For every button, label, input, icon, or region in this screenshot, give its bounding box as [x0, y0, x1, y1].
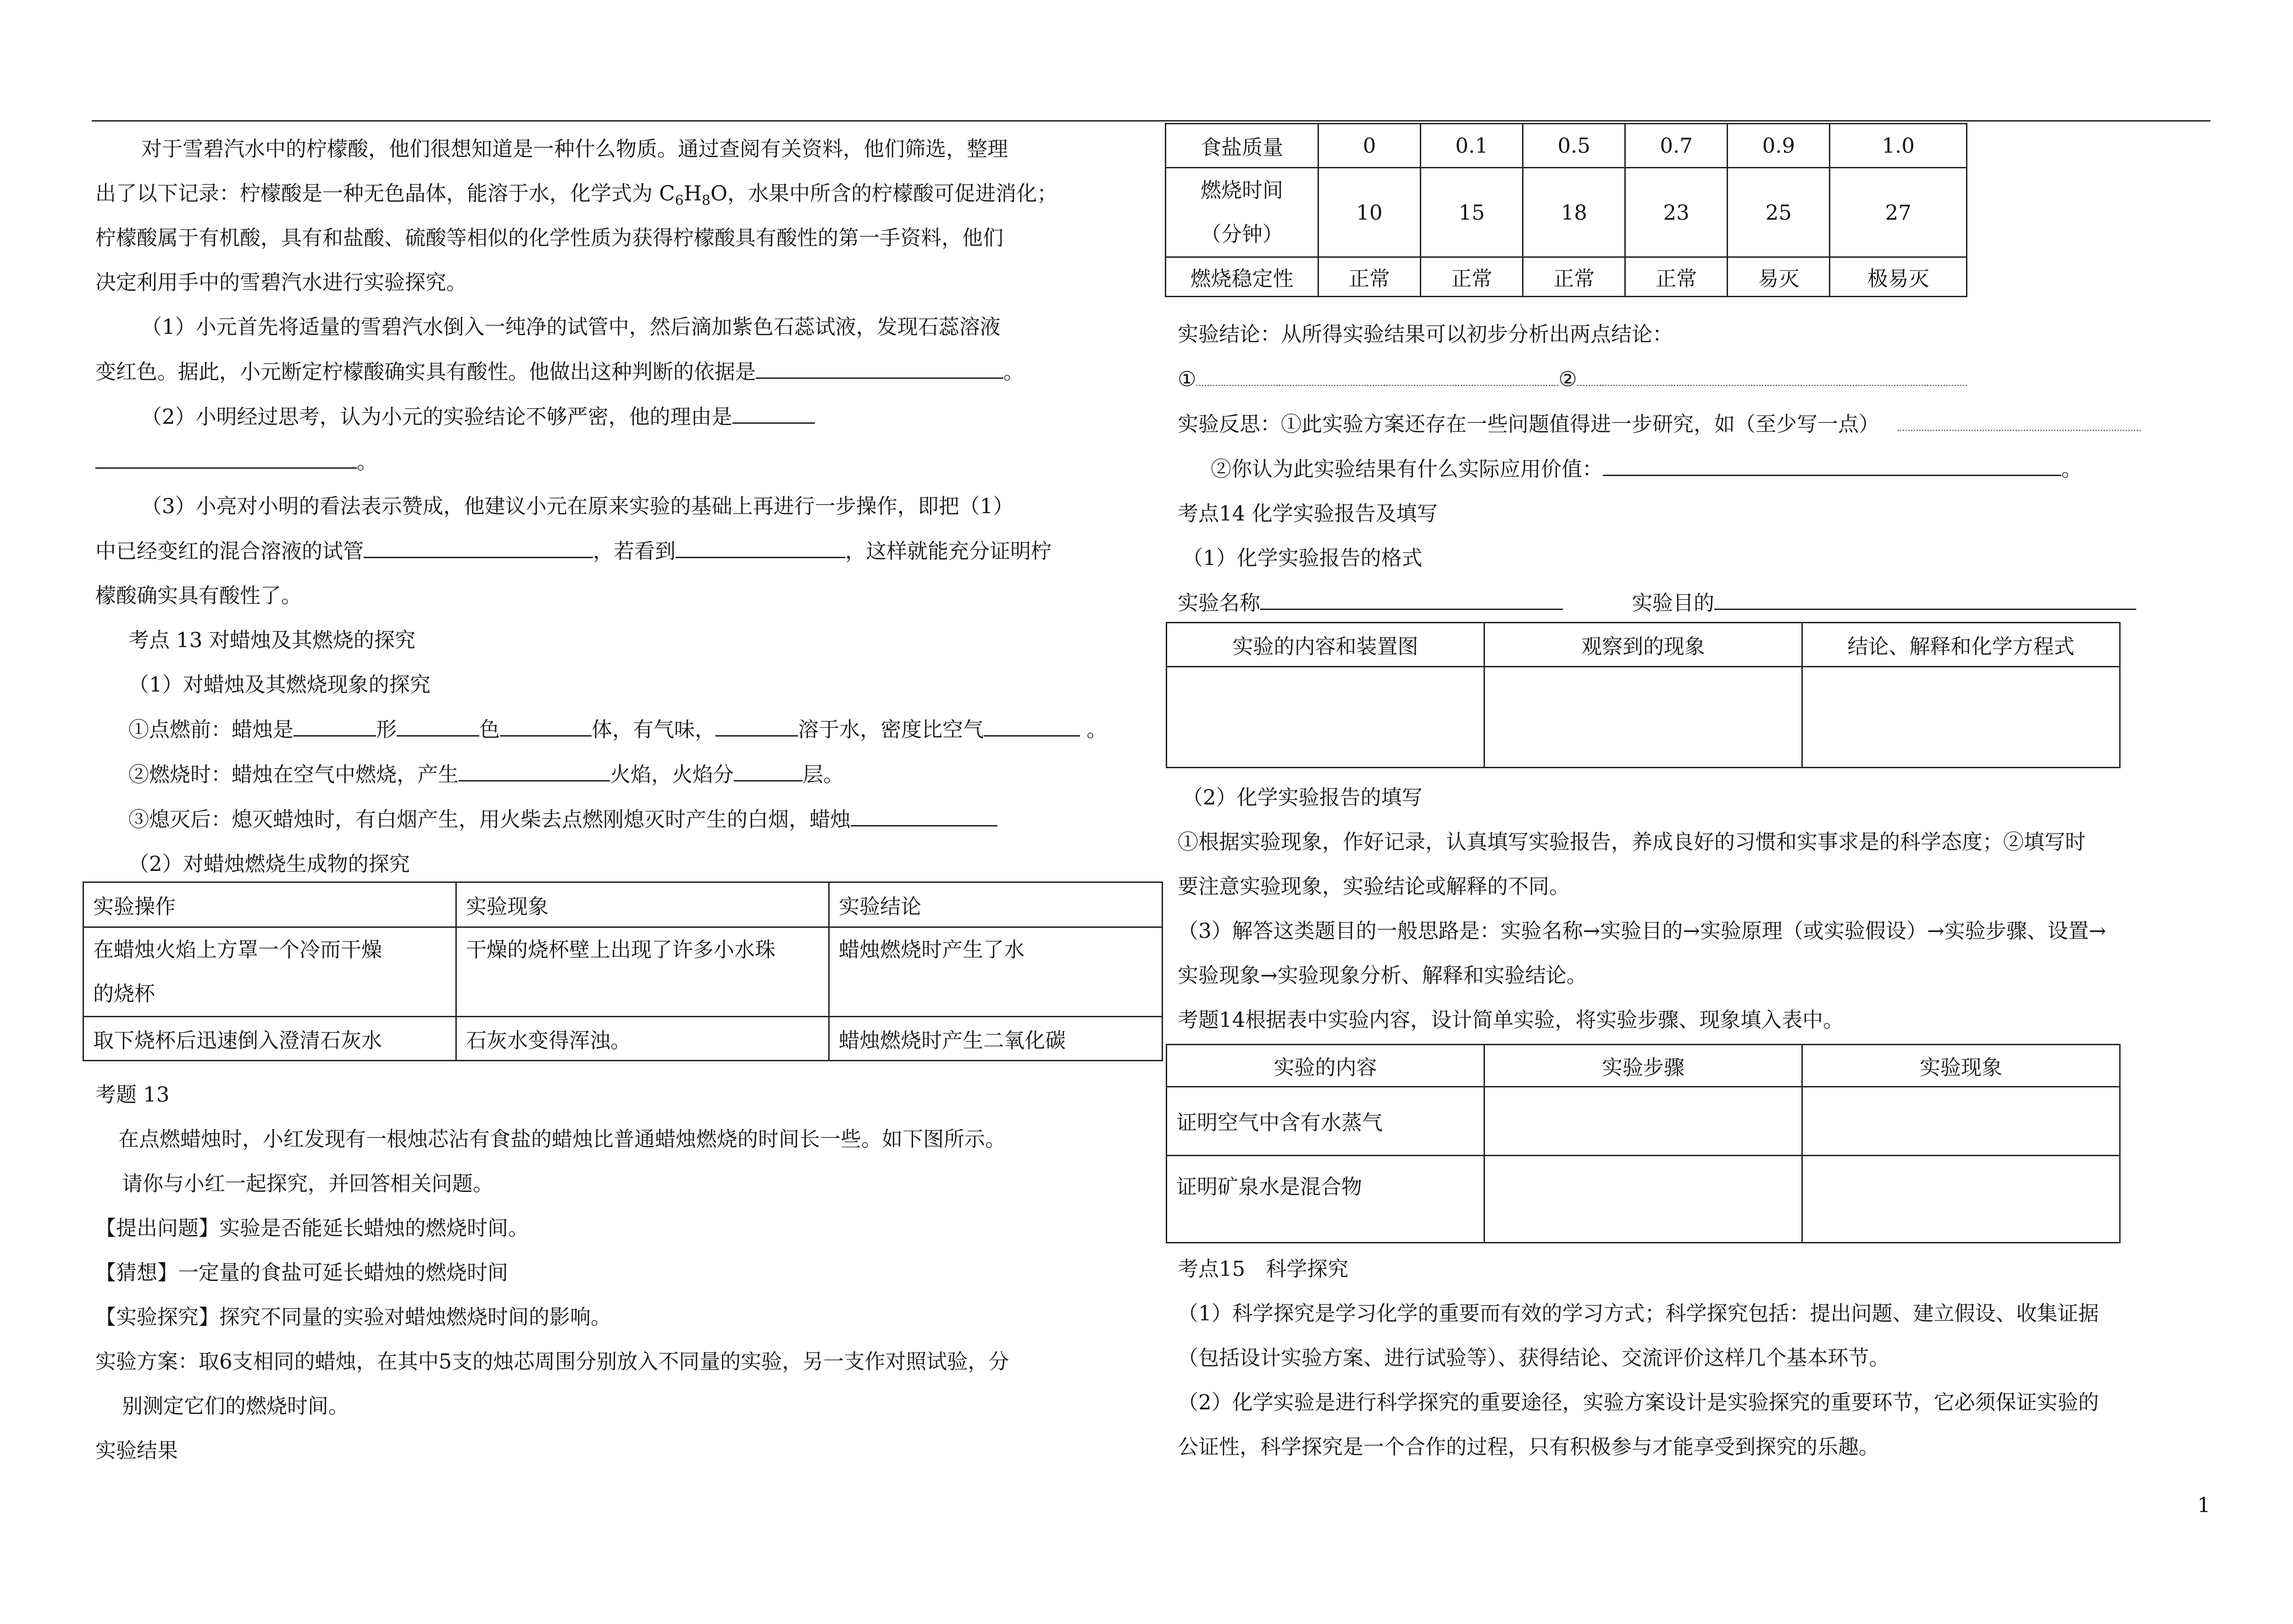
answer-blank[interactable]	[851, 797, 997, 826]
k14-sub2: （2）化学实验报告的填写	[1182, 785, 1423, 809]
experiment-purpose-blank[interactable]	[1714, 580, 2136, 610]
stability-cell: 极易灭	[1830, 257, 1967, 297]
table-cell: 干燥的烧杯壁上出现了许多小水珠	[456, 927, 829, 1017]
row-label: 燃烧时间 （分钟）	[1166, 168, 1318, 257]
intro-line-4: 决定利用手中的雪碧汽水进行实验探究。	[95, 270, 467, 294]
k14-p1-line: ①根据实验现象，作好记录，认真填写实验报告，养成良好的习惯和实事求是的科学态度；②填写时	[1178, 830, 2086, 854]
mass-cell: 1.0	[1830, 124, 1967, 168]
table-header: 结论、解释和化学方程式	[1802, 623, 2120, 667]
k14-name-purpose: 实验名称 实验目的	[1178, 580, 2214, 625]
k13-sub2: （2）对蜡烛燃烧生成物的探究	[128, 852, 410, 876]
table-header: 观察到的现象	[1484, 623, 1802, 667]
answer-blank[interactable]	[459, 752, 610, 782]
right-column-b	[1178, 775, 2214, 1042]
time-cell: 23	[1625, 168, 1728, 257]
table-cell: 蜡烛燃烧时产生二氧化碳	[829, 1017, 1163, 1061]
table-header: 实验步骤	[1484, 1045, 1802, 1087]
answer-blank[interactable]	[734, 752, 803, 782]
time-cell: 27	[1830, 168, 1967, 257]
conclusion-blanks: ① ②	[1178, 356, 2214, 401]
experiment-name-blank[interactable]	[1260, 580, 1563, 610]
answer-blank[interactable]	[364, 528, 593, 558]
k14-sub1: （1）化学实验报告的格式	[1182, 546, 1423, 570]
table-cell: 石灰水变得浑浊。	[456, 1017, 829, 1061]
kt13-line: 【实验探究】探究不同量的实验对蜡烛燃烧时间的影响。	[95, 1305, 612, 1329]
kt13-line: 实验方案：取6支相同的蜡烛，在其中5支的烛芯周围分别放入不同量的实验，另一支作对照试验，分	[95, 1349, 1009, 1374]
time-cell: 18	[1523, 168, 1625, 257]
table-cell	[1167, 667, 1484, 768]
answer-blank[interactable]	[1898, 401, 2141, 431]
k14-p1-line: 要注意实验现象，实验结论或解释的不同。	[1178, 874, 1570, 898]
time-cell: 25	[1728, 168, 1830, 257]
table-cell	[1802, 1156, 2120, 1243]
answer-blank[interactable]	[715, 707, 798, 737]
right-column-c	[1178, 1247, 2214, 1469]
mass-cell: 0.9	[1728, 124, 1830, 168]
table-header: 实验结论	[829, 882, 1163, 927]
design-experiment-table	[1166, 1044, 2121, 1243]
kt13-line: 别测定它们的燃烧时间。	[122, 1394, 349, 1418]
k15-title: 考点15 科学探究	[1178, 1257, 1349, 1281]
answer-blank[interactable]	[1603, 446, 2061, 476]
table-cell	[1484, 1156, 1802, 1243]
conclusion: 实验结论：从所得实验结果可以初步分析出两点结论：	[1178, 322, 1673, 346]
table-cell	[1484, 667, 1802, 768]
candle-products-table	[83, 881, 1163, 1061]
k13-line-3: ③熄灭后：熄灭蜡烛时，有白烟产生，用火柴去点燃刚熄灭时产生的白烟，蜡烛	[95, 797, 1164, 842]
stability-cell: 正常	[1523, 257, 1625, 297]
answer-blank[interactable]	[676, 528, 845, 558]
table-cell: 证明矿泉水是混合物	[1167, 1156, 1484, 1243]
left-column-lower	[95, 1072, 1164, 1473]
table-header: 实验现象	[1802, 1045, 2120, 1087]
right-column-a	[1178, 312, 2214, 625]
mass-cell: 0.5	[1523, 124, 1625, 168]
q2-line-2: 。	[95, 439, 1164, 484]
time-cell: 15	[1421, 168, 1523, 257]
q3-line-2: 中已经变红的混合溶液的试管 ，若看到 ，这样就能充分证明柠	[95, 528, 1164, 573]
answer-blank[interactable]	[95, 439, 357, 469]
reflection-2: ②你认为此实验结果有什么实际应用价值： 。	[1178, 446, 2214, 491]
table-cell	[1802, 667, 2120, 768]
kt14: 考题14根据表中实验内容，设计简单实验，将实验步骤、现象填入表中。	[1178, 1008, 1844, 1032]
mass-cell: 0.1	[1421, 124, 1523, 168]
k15-p1-line: （包括设计实验方案、进行试验等）、获得结论、交流评价这样几个基本环节。	[1178, 1346, 1890, 1370]
stability-cell: 易灭	[1728, 257, 1830, 297]
table-header: 实验的内容和装置图	[1167, 623, 1484, 667]
mass-cell: 0	[1318, 124, 1421, 168]
k14-p2-line: 实验现象→实验现象分析、解释和实验结论。	[1178, 963, 1587, 987]
stability-cell: 正常	[1625, 257, 1728, 297]
salt-burning-table	[1165, 123, 1967, 297]
table-cell	[1802, 1087, 2120, 1156]
answer-blank[interactable]	[500, 707, 592, 737]
stability-cell: 正常	[1318, 257, 1421, 297]
intro-line-2: 出了以下记录：柠檬酸是一种无色晶体，能溶于水，化学式为 $C_6H_8O$，水果中所含的柠檬酸可促进消化；	[95, 181, 1058, 209]
kt13-line: 【提出问题】实验是否能延长蜡烛的燃烧时间。	[95, 1216, 529, 1240]
table-cell: 蜡烛燃烧时产生了水	[829, 927, 1163, 1017]
time-cell: 10	[1318, 168, 1421, 257]
k13-line-1: ①点燃前：蜡烛是 形 色 体，有气味， 溶于水，密度比空气 。	[95, 707, 1164, 752]
row-label: 燃烧稳定性	[1166, 257, 1318, 297]
k15-p2-line: 公证性，科学探究是一个合作的过程，只有积极参与才能享受到探究的乐趣。	[1178, 1435, 1880, 1459]
page-number: 1	[2197, 1493, 2210, 1517]
table-cell	[1484, 1087, 1802, 1156]
kt13-line: 请你与小红一起探究，并回答相关问题。	[122, 1171, 494, 1196]
table-cell: 取下烧杯后迅速倒入澄清石灰水	[83, 1017, 456, 1061]
k14-p2-line: （3）解答这类题目的一般思路是：实验名称→实验目的→实验原理（或实验假设）→实验步骤、设置→	[1178, 919, 2106, 943]
q3-line-3: 檬酸确实具有酸性了。	[95, 583, 302, 608]
answer-blank[interactable]	[732, 394, 815, 424]
intro-line-1: 对于雪碧汽水中的柠檬酸，他们很想知道是一种什么物质。通过查阅有关资料，他们筛选，整理	[141, 137, 1008, 161]
answer-blank[interactable]	[294, 707, 376, 737]
stability-cell: 正常	[1421, 257, 1523, 297]
row-label: 食盐质量	[1166, 124, 1318, 168]
k13-line-2: ②燃烧时：蜡烛在空气中燃烧，产生 火焰，火焰分 层。	[95, 752, 1164, 797]
q2-line-1: （2）小明经过思考，认为小元的实验结论不够严密，他的理由是	[95, 394, 1164, 439]
k13-title: 考点 13 对蜡烛及其燃烧的探究	[128, 628, 415, 652]
k15-p1-line: （1）科学探究是学习化学的重要而有效的学习方式；科学探究包括：提出问题、建立假设、收集证据	[1178, 1301, 2099, 1325]
table-header: 实验现象	[456, 882, 829, 927]
answer-blank[interactable]	[1196, 356, 1558, 386]
q3-line-1: （3）小亮对小明的看法表示赞成，他建议小元在原来实验的基础上再进行一步操作，即把（1）	[141, 494, 1014, 518]
k15-p2-line: （2）化学实验是进行科学探究的重要途径，实验方案设计是实验探究的重要环节，它必须保证实验的	[1178, 1390, 2099, 1414]
table-header: 实验操作	[83, 882, 456, 927]
k13-sub1: （1）对蜡烛及其燃烧现象的探究	[128, 672, 431, 697]
q1-line-1: （1）小元首先将适量的雪碧汽水倒入一纯净的试管中，然后滴加紫色石蕊试液，发现石蕊溶液	[141, 315, 1001, 339]
kt13-line: 【猜想】一定量的食盐可延长蜡烛的燃烧时间	[95, 1260, 509, 1285]
report-format-table	[1166, 622, 2121, 768]
answer-blank[interactable]	[984, 707, 1080, 737]
answer-blank[interactable]	[1577, 356, 1967, 386]
answer-blank[interactable]	[397, 707, 479, 737]
kt13-title: 考题 13	[95, 1082, 170, 1107]
top-rule	[92, 120, 2210, 122]
q1-line-2: 变红色。据此，小元断定柠檬酸确实具有酸性。他做出这种判断的依据是 。	[95, 349, 1164, 394]
k14-title: 考点14 化学实验报告及填写	[1178, 501, 1438, 526]
mass-cell: 0.7	[1625, 124, 1728, 168]
table-cell: 证明空气中含有水蒸气	[1167, 1087, 1484, 1156]
answer-blank[interactable]	[756, 349, 1003, 379]
left-column	[95, 127, 1164, 886]
table-header: 实验的内容	[1167, 1045, 1484, 1087]
reflection-1: 实验反思：①此实验方案还存在一些问题值得进一步研究，如（至少写一点）	[1178, 401, 2214, 446]
kt13-line: 在点燃蜡烛时，小红发现有一根烛芯沾有食盐的蜡烛比普通蜡烛燃烧的时间长一些。如下图所示。	[118, 1127, 1006, 1151]
table-cell: 在蜡烛火焰上方罩一个冷而干燥 的烧杯	[83, 927, 456, 1017]
intro-line-3: 柠檬酸属于有机酸，具有和盐酸、硫酸等相似的化学性质为获得柠檬酸具有酸性的第一手资料，他们	[95, 226, 1004, 250]
kt13-line: 实验结果	[95, 1438, 178, 1463]
